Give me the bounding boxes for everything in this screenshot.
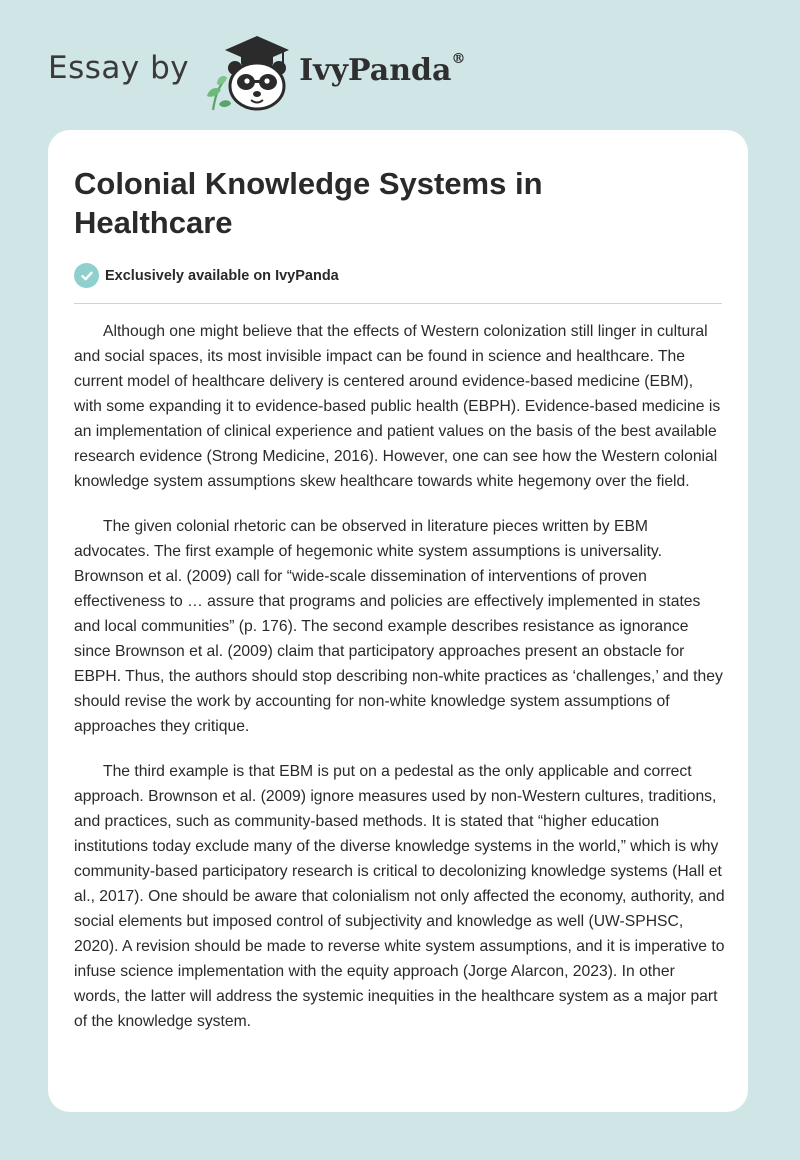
check-circle-icon: [74, 263, 99, 288]
essay-card: [48, 130, 748, 1112]
page-title: Colonial Knowledge Systems in Healthcare: [74, 166, 543, 240]
paragraph: The given colonial rhetoric can be observed in literature pieces written by EBM advocates. The first example of hegemonic white system assumptions is universality. Brownson et al. (2009) call for “wide-scale dissemination of interventions of proven effectiveness to … assure that programs and policies are effectively implemented in states and local communities” (p. 176). The second example describes resistance as ignorance since Brownson et al. (2009) claim that participatory approaches present an obstacle for EBPH. Thus, the authors should stop describing non-white practices as ‘challenges,’ and they should revise the work by accounting for non-white knowledge system assumptions of approaches they critique.: [74, 518, 723, 735]
exclusive-badge: [74, 263, 339, 288]
paragraph: The third example is that EBM is put on a pedestal as the only applicable and correct approach. Brownson et al. (2009) ignore measures used by non-Western cultures, traditions, and practices, such as community-based methods. It is stated that “higher education institutions today exclude many of the diverse knowledge systems in the world,” which is why community-based participatory research is critical to decolonizing knowledge systems (Hall et al., 2017). One should be aware that colonialism not only affected the economy, authority, and social elements but imposed control of subjectivity and knowledge as well (UW-SPHSC, 2020). A revision should be made to reverse white system assumptions, and it is imperative to infuse science implementation with the equity approach (Jorge Alarcon, 2023). In other words, the latter will address the systemic inequities in the healthcare system as a major part of the knowledge system.: [74, 763, 725, 1030]
registered-mark: ®: [451, 50, 466, 67]
exclusive-badge-label: Exclusively available on IvyPanda: [105, 267, 339, 284]
brand-name[interactable]: IvyPanda®: [299, 50, 466, 88]
essay-body: [74, 319, 725, 1054]
divider: [74, 303, 722, 304]
essay-by-label: Essay by: [48, 50, 190, 86]
panda-graduate-logo-icon[interactable]: [203, 32, 295, 112]
site-header: [48, 32, 465, 112]
paragraph: Although one might believe that the effects of Western colonization still linger in cultural and social spaces, its most invisible impact can be found in science and healthcare. The current model of healthcare delivery is centered around evidence-based medicine (EBM), with some expanding it to evidence-based public health (EBPH). Evidence-based medicine is an implementation of clinical experience and patient values on the basis of the best available research evidence (Strong Medicine, 2016). However, one can see how the Western colonial knowledge system assumptions skew healthcare towards white hegemony over the field.: [74, 323, 721, 490]
